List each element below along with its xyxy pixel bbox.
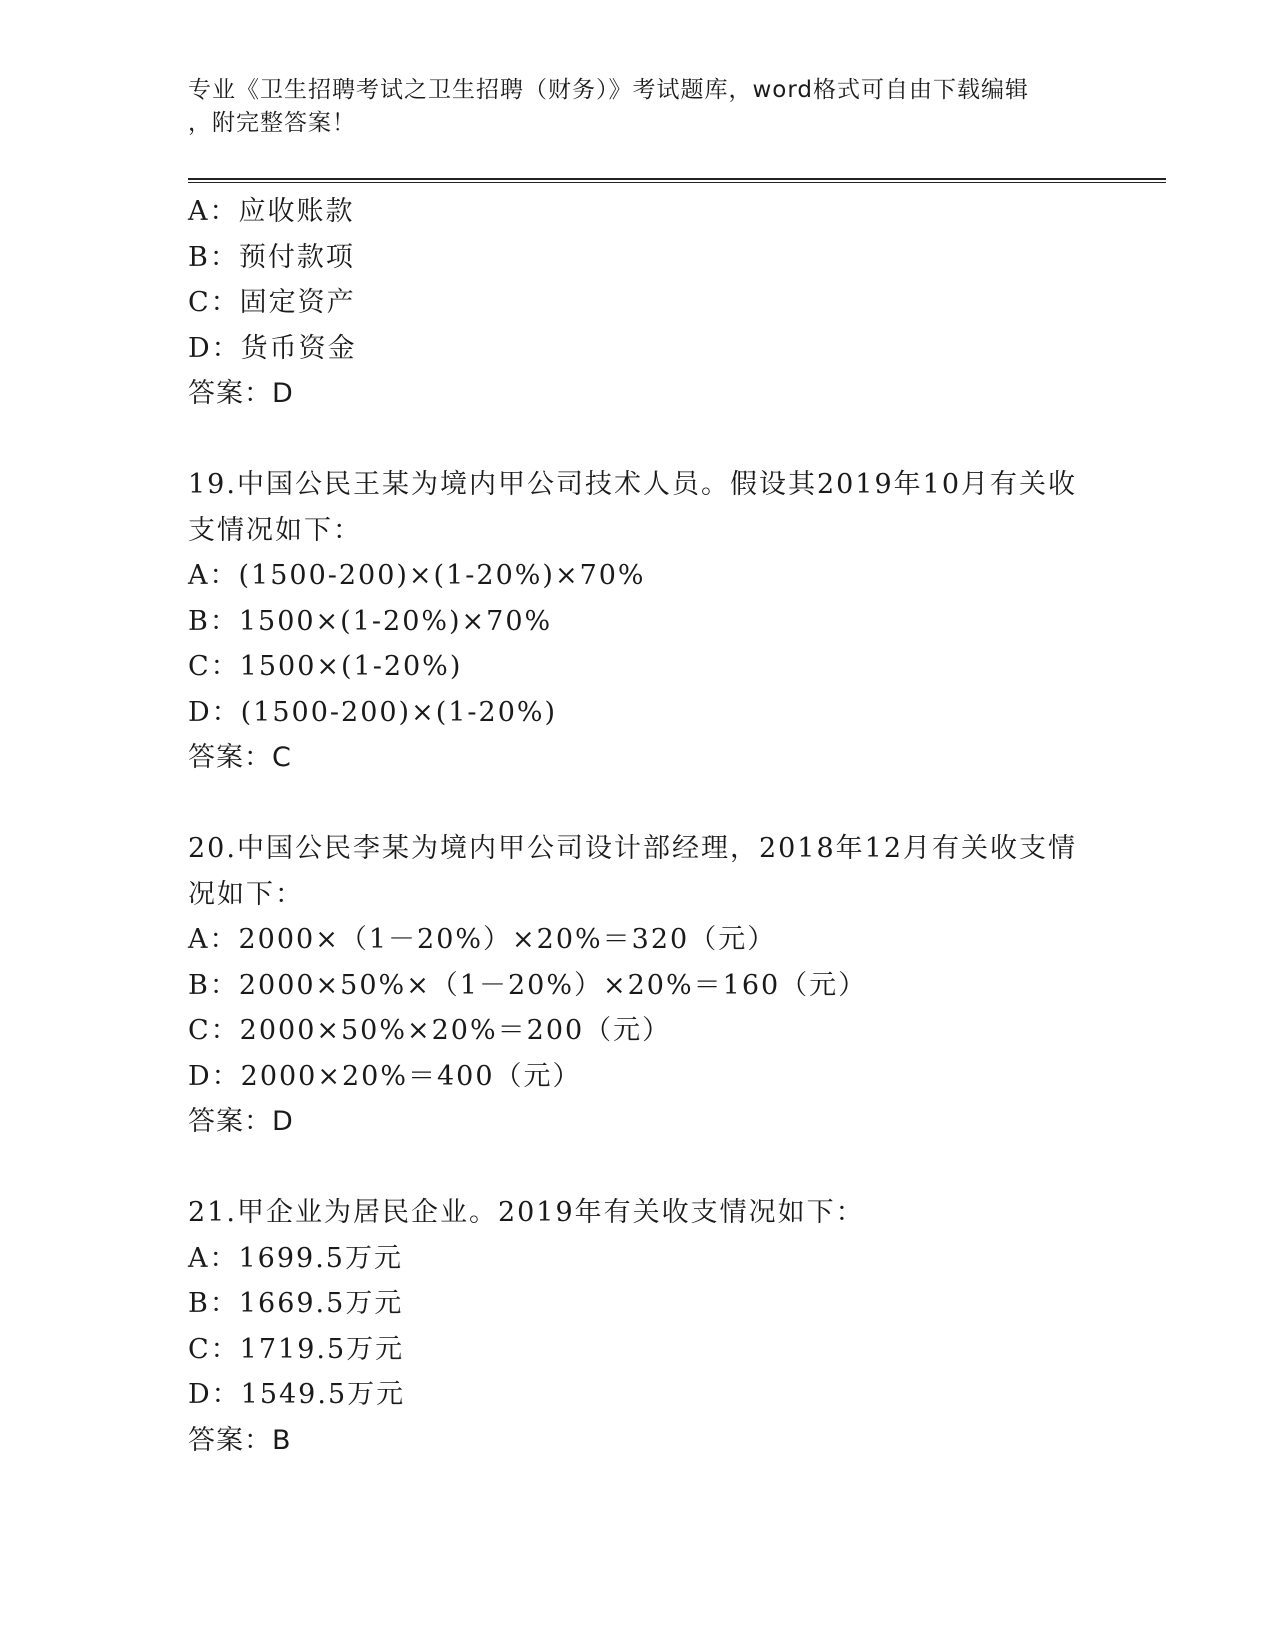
- option-b: B：预付款项: [188, 241, 355, 273]
- header-title-line-1: 专业《卫生招聘考试之卫生招聘（财务）》考试题库，word格式可自由下载编辑: [188, 77, 1030, 103]
- option-a: A：(1500-200)×(1-20%)×70%: [188, 560, 646, 591]
- option-b: B：1500×(1-20%)×70%: [188, 605, 553, 637]
- spacer: [188, 1145, 1088, 1191]
- answer: 答案：D: [188, 378, 294, 409]
- question-19: [188, 462, 1088, 781]
- option-d: D：(1500-200)×(1-20%): [188, 696, 558, 728]
- answer: 答案：B: [188, 1424, 292, 1456]
- question-stem-continued: 支情况如下：: [188, 514, 362, 546]
- option-b: B：1669.5万元: [188, 1288, 404, 1319]
- question-stem: 20.中国公民李某为境内甲公司设计部经理，2018年12月有关收支情: [188, 833, 1078, 864]
- question-18: [188, 189, 1088, 417]
- header-title-line-2: ，附完整答案！: [188, 110, 356, 136]
- option-d: D：货币资金: [188, 332, 357, 364]
- spacer: [188, 417, 1088, 463]
- document-header: [188, 74, 1068, 140]
- question-stem: 21.甲企业为居民企业。2019年有关收支情况如下：: [188, 1197, 865, 1228]
- option-a: A：1699.5万元: [188, 1242, 403, 1274]
- option-d: D：2000×20%＝400（元）: [188, 1060, 582, 1092]
- option-a: A：应收账款: [188, 196, 355, 227]
- question-20: [188, 826, 1088, 1145]
- option-c: C：2000×50%×20%＝200（元）: [188, 1015, 672, 1046]
- header-divider-thick: [188, 178, 1166, 180]
- option-c: C：固定资产: [188, 287, 356, 318]
- option-b: B：2000×50%×（1－20%）×20%＝160（元）: [188, 969, 868, 1001]
- option-d: D：1549.5万元: [188, 1379, 406, 1410]
- answer: 答案：D: [188, 1106, 294, 1137]
- spacer: [188, 781, 1088, 827]
- option-a: A：2000×（1－20%）×20%＝320（元）: [188, 924, 777, 955]
- option-c: C：1719.5万元: [188, 1333, 405, 1365]
- question-stem-continued: 况如下：: [188, 878, 304, 910]
- question-21: [188, 1190, 1088, 1463]
- question-list: [188, 189, 1088, 1463]
- option-c: C：1500×(1-20%): [188, 651, 463, 682]
- question-stem: 19.中国公民王某为境内甲公司技术人员。假设其2019年10月有关收: [188, 469, 1078, 500]
- answer: 答案：C: [188, 742, 292, 773]
- header-divider-thin: [188, 182, 1166, 183]
